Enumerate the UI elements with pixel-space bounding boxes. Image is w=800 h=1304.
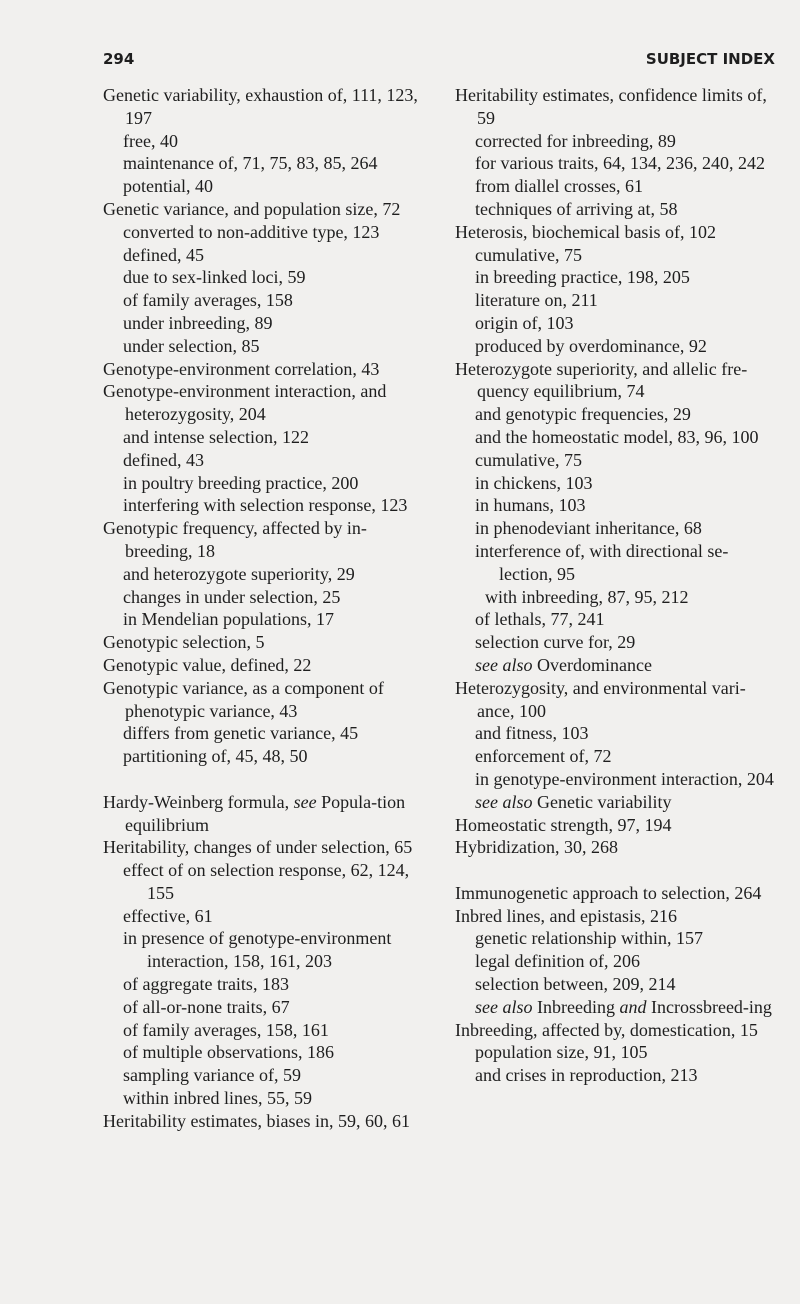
index-entry: Inbred lines, and epistasis, 216 <box>455 905 677 926</box>
index-subentry: from diallel crosses, 61 <box>475 176 643 197</box>
index-entry: Heterozygote superiority, and allelic fre-quency equilibrium, 74 <box>455 358 748 402</box>
index-entry: Hybridization, 30, 268 <box>455 837 618 858</box>
index-entry: Heritability estimates, confidence limits of, 59 <box>455 85 767 128</box>
index-subentry: origin of, 103 <box>475 312 574 333</box>
index-subentry: selection curve for, 29 <box>475 632 636 653</box>
running-head: SUBJECT INDEX <box>645 50 775 68</box>
index-entry: Genotype-environment interaction, and heterozygosity, 204 <box>103 381 387 425</box>
index-subentry: in Mendelian populations, 17 <box>123 609 334 630</box>
index-subentry: population size, 91, 105 <box>475 1042 648 1063</box>
entry-text-part: Inbreeding <box>532 996 620 1017</box>
index-subentry: potential, 40 <box>123 176 213 197</box>
index-entry: Heterosis, biochemical basis of, 102 <box>455 221 716 242</box>
index-subentry: in presence of genotype-environment interaction, 158, 161, 203 <box>123 928 392 972</box>
index-subentry: and the homeostatic model, 83, 96, 100 <box>475 426 759 447</box>
index-subentry <box>455 654 775 677</box>
index-subentry: defined, 43 <box>123 449 204 470</box>
index-subentry: literature on, 211 <box>475 290 598 311</box>
index-subentry: due to sex-linked loci, 59 <box>123 267 306 288</box>
index-subentry: of family averages, 158 <box>123 290 293 311</box>
entry-text-part: Incrossbreed-ing <box>646 996 772 1017</box>
index-entry: Inbreeding, affected by, domestication, 15 <box>455 1019 758 1040</box>
index-subentry: and genotypic frequencies, 29 <box>475 404 691 425</box>
index-subentry: in genotype-environment interaction, 204 <box>475 768 774 789</box>
index-subentry: defined, 45 <box>123 244 204 265</box>
index-subentry: and intense selection, 122 <box>123 426 309 447</box>
index-subentry: produced by overdominance, 92 <box>475 335 707 356</box>
index-column-right <box>455 84 775 1087</box>
index-subentry: effect of on selection response, 62, 124, 155 <box>123 860 410 903</box>
index-subentry: of family averages, 158, 161 <box>123 1019 329 1040</box>
cross-reference-term: see also <box>475 996 533 1017</box>
index-subentry: partitioning of, 45, 48, 50 <box>123 746 308 767</box>
index-entry: Homeostatic strength, 97, 194 <box>455 814 672 835</box>
index-subentry: and heterozygote superiority, 29 <box>123 563 355 584</box>
entry-text-part: Genetic variability <box>532 791 672 812</box>
index-entry: Heritability estimates, biases in, 59, 60, 61 <box>103 1110 410 1131</box>
index-subentry <box>455 996 775 1019</box>
index-subentry: maintenance of, 71, 75, 83, 85, 264 <box>123 153 378 174</box>
cross-reference-term: see <box>293 791 317 812</box>
index-subentry: in chickens, 103 <box>475 472 593 493</box>
page-number: 294 <box>103 50 135 68</box>
index-subentry: under inbreeding, 89 <box>123 312 273 333</box>
index-subentry: in poultry breeding practice, 200 <box>123 472 359 493</box>
index-subentry: corrected for inbreeding, 89 <box>475 130 676 151</box>
index-subentry: in breeding practice, 198, 205 <box>475 267 690 288</box>
index-subentry: under selection, 85 <box>123 335 260 356</box>
index-subentry: of aggregate traits, 183 <box>123 974 289 995</box>
index-subentry: of all-or-none traits, 67 <box>123 996 290 1017</box>
index-subentry: differs from genetic variance, 45 <box>123 723 359 744</box>
index-subentry: interference of, with directional se-lection, 95 <box>475 540 729 584</box>
entry-text-part: Popula-tion equilibrium <box>125 791 406 835</box>
index-subentry: cumulative, 75 <box>475 449 582 470</box>
index-subentry: with inbreeding, 87, 95, 212 <box>485 586 689 607</box>
index-entry: Genetic variability, exhaustion of, 111, 123, 197 <box>103 85 418 128</box>
index-subentry: for various traits, 64, 134, 236, 240, 242 <box>475 153 765 174</box>
index-subentry: and fitness, 103 <box>475 723 589 744</box>
index-subentry: legal definition of, 206 <box>475 951 640 972</box>
index-subentry: techniques of arriving at, 58 <box>475 198 678 219</box>
index-column-left <box>103 84 423 1133</box>
index-subentry: interfering with selection response, 123 <box>123 495 408 516</box>
index-entry: Heterozygosity, and environmental vari-ance, 100 <box>455 677 746 721</box>
index-subentry: free, 40 <box>123 130 178 151</box>
cross-reference-term: see also <box>475 654 533 675</box>
index-subentry: selection between, 209, 214 <box>475 974 676 995</box>
index-subentry: of lethals, 77, 241 <box>475 609 605 630</box>
index-subentry: changes in under selection, 25 <box>123 586 341 607</box>
index-subentry: within inbred lines, 55, 59 <box>123 1088 312 1109</box>
index-subentry: and crises in reproduction, 213 <box>475 1065 698 1086</box>
index-entry: Genotypic selection, 5 <box>103 632 265 653</box>
index-entry: Genotypic frequency, affected by in-breeding, 18 <box>103 518 367 561</box>
index-entry: Genotypic variance, as a component of phenotypic variance, 43 <box>103 677 384 721</box>
entry-text-part: Overdominance <box>532 654 652 675</box>
index-entry: Genotype-environment correlation, 43 <box>103 358 380 379</box>
index-entry: Immunogenetic approach to selection, 264 <box>455 882 762 903</box>
index-subentry: converted to non-additive type, 123 <box>123 221 380 242</box>
index-subentry: of multiple observations, 186 <box>123 1042 334 1063</box>
index-subentry <box>455 791 775 814</box>
index-subentry: enforcement of, 72 <box>475 746 612 767</box>
index-subentry: genetic relationship within, 157 <box>475 928 703 949</box>
index-entry: Genetic variance, and population size, 72 <box>103 198 401 219</box>
index-subentry: cumulative, 75 <box>475 244 582 265</box>
index-subentry: in humans, 103 <box>475 495 586 516</box>
cross-reference-term: see also <box>475 791 533 812</box>
index-entry: Genotypic value, defined, 22 <box>103 654 312 675</box>
index-subentry: in phenodeviant inheritance, 68 <box>475 518 702 539</box>
index-entry <box>103 791 423 837</box>
index-entry: Heritability, changes of under selection, 65 <box>103 837 413 858</box>
cross-reference-term: and <box>619 996 647 1017</box>
index-subentry: sampling variance of, 59 <box>123 1065 301 1086</box>
index-subentry: effective, 61 <box>123 905 213 926</box>
entry-text-part: Hardy-Weinberg formula, <box>103 791 294 812</box>
